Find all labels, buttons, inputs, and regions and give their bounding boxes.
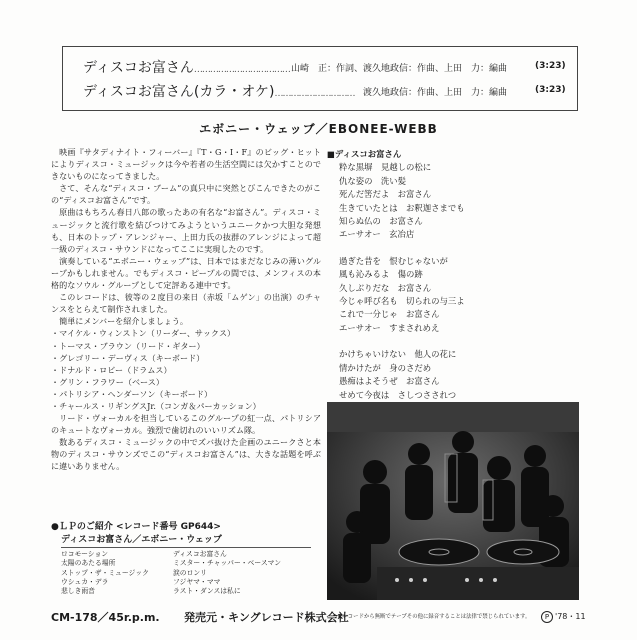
publisher: 発売元・キングレコード株式会社 bbox=[184, 611, 349, 624]
member-item: ・グリン・フラワー（ベース） bbox=[51, 376, 164, 387]
lyric-line: 情かけたが 身のさだめ bbox=[339, 362, 432, 373]
track-1-title: ディスコお富さん bbox=[83, 60, 194, 76]
lp-track: ディスコお富さん bbox=[173, 550, 227, 558]
track-title-box bbox=[62, 46, 578, 111]
lp-track: 悲しき雨音 bbox=[61, 587, 95, 596]
lyric-line: エーサオー 玄冶店 bbox=[339, 229, 415, 240]
liner-paragraph: 映画『サタディナイト・フィーバー』『T・G・I・F』のビッグ・ヒットによりディスコ・ミュージックは今や若者の生活空間には欠かすことのできないものになってきました。 bbox=[51, 147, 321, 182]
track-1-title-line bbox=[83, 57, 290, 77]
lp-track: ロコモーション bbox=[61, 550, 109, 558]
track-1-time: (3:23) bbox=[535, 61, 566, 71]
lyrics-title: ■ディスコお富さん bbox=[327, 149, 402, 159]
member-list bbox=[51, 327, 321, 412]
footer bbox=[51, 607, 591, 625]
lp-subheading: ディスコお富さん／エボニー・ウェッブ bbox=[61, 535, 222, 545]
track-1-credit: 山崎 正：作詞、渡久地政信：作曲、上田 力：編曲 bbox=[291, 64, 508, 74]
lp-track: 太陽のあたる場所 bbox=[61, 559, 116, 568]
phonogram-p-icon: P bbox=[541, 611, 553, 623]
member-item: ・トーマス・ブラウン（リード・ギター） bbox=[51, 340, 205, 351]
lyric-line: 粋な黒塀 見越しの松に bbox=[339, 162, 432, 173]
lp-track: ウシュカ・デラ bbox=[61, 577, 109, 586]
leader-dots: ………………………… bbox=[274, 89, 355, 99]
lyric-line: 仇な姿の 洗い髪 bbox=[339, 175, 406, 186]
track-2-credit: 渡久地政信：作曲、上田 力：編曲 bbox=[363, 88, 508, 98]
copyright-warning: ★レコードから無断でテープその他に録音することは法律で禁じられています。 bbox=[337, 614, 531, 620]
track-2-title-line bbox=[83, 81, 355, 101]
lp-track: 涙のロンリ bbox=[173, 568, 207, 577]
lyric-line: これで一分じゃ お富さん bbox=[339, 309, 440, 320]
lyric-line: 久しぶりだな お富さん bbox=[339, 282, 432, 293]
lyric-line: 知らぬ仏の お富さん bbox=[339, 216, 423, 227]
lp-track: ストップ・ザ・ミュージック bbox=[61, 568, 149, 577]
liner-paragraph: 演奏している“エボニー・ウェッブ”は、日本ではまだなじみの薄いグループかもしれません。でもディスコ・ピープルの間では、メンフィスの本格的なソウル・グループとして定評ある連中です。 bbox=[51, 255, 321, 291]
lp-track: ミスター・チャッパー・ベースマン bbox=[173, 559, 282, 568]
lp-heading: ●ＬＰのご紹介 <レコード番号 GP644> bbox=[51, 522, 221, 532]
member-item: ・パトリシア・ヘンダーソン（キーボード） bbox=[51, 388, 213, 399]
lyric-line: 愚痴はよそうぜ お富さん bbox=[339, 376, 440, 387]
liner-paragraph: リード・ヴォーカルを担当しているこのグループの紅一点、パトリシアのキュートなヴォーカル。強烈で歯切れのいいリズム隊。 bbox=[51, 413, 321, 436]
liner-notes bbox=[51, 146, 321, 473]
lp-introduction bbox=[51, 519, 321, 596]
phonogram-date bbox=[541, 611, 586, 623]
lyric-line: 風も沁みるよ 傷の跡 bbox=[339, 269, 423, 280]
member-item: ・マイケル・ウィンストン（リーダー、サックス） bbox=[51, 328, 236, 339]
catalog-number: CM-178／45r.p.m. bbox=[51, 611, 160, 624]
band-photo bbox=[327, 402, 579, 600]
liner-paragraph: 数あるディスコ・ミュージックの中でズバ抜けた企画のユニークさと本物のディスコ・サウンズでこの“ディスコお富さん”は、大きな話題を呼ぶに違いありません。 bbox=[51, 437, 321, 472]
liner-paragraph: 簡単にメンバーを紹介しましょう。 bbox=[59, 316, 189, 327]
member-item: ・グレゴリー・デーヴィス（キーボード） bbox=[51, 352, 205, 363]
lyric-line: かけちゃいけない 他人の花に bbox=[339, 349, 457, 360]
track-2-title: ディスコお富さん(カラ・オケ) bbox=[83, 84, 275, 100]
lyric-line: 死んだ筈だよ お富さん bbox=[339, 189, 432, 200]
liner-paragraph: さて、そんな“ディスコ・ブーム”の真只中に突然とびこんできたのがこの“ディスコお富さん”です。 bbox=[51, 183, 321, 206]
lyric-line: せめて今夜は さしつさされつ bbox=[339, 389, 457, 400]
liner-paragraph: このレコードは、彼等の２度目の来日（赤坂「ムゲン」の出演）のチャンスをとらえて制作されました。 bbox=[51, 292, 321, 315]
lp-track: ラスト・ダンスは私に bbox=[173, 587, 241, 596]
track-2-time: (3:23) bbox=[535, 85, 566, 95]
lp-track-list bbox=[61, 550, 321, 596]
lyric-line: 過ぎた昔を 恨むじゃないが bbox=[339, 255, 448, 266]
release-date: '78・11 bbox=[555, 612, 586, 621]
divider bbox=[61, 547, 311, 548]
lp-track: フジヤマ・ママ bbox=[173, 577, 221, 586]
lyric-line: 生きていたとは お釈迦さまでも bbox=[339, 202, 465, 213]
liner-paragraph: 原曲はもちろん春日八郎の歌ったあの有名な“お富さん”。ディスコ・ミュージックと流行歌を結びつけてみようというユニークかつ大胆な発想も、日本のトップ・アレンジャー、上田力氏の抜群のアレンジによって超一級のディスコ・サウンドになってここに実現したのです。 bbox=[51, 207, 321, 254]
lyrics-stanza-2 bbox=[339, 255, 587, 335]
leader-dots: ……………………………… bbox=[193, 65, 290, 75]
lyric-line: 今じゃ呼び名も 切られの与三よ bbox=[339, 296, 465, 307]
member-item: ・ドナルド・ロビー（ドラムス） bbox=[51, 364, 172, 375]
artist-name: エボニー・ウェッブ／EBONEE-WEBB bbox=[199, 122, 438, 136]
band-photo-illustration bbox=[327, 402, 579, 600]
lyric-line: エーサオー すまされめえ bbox=[339, 322, 440, 333]
member-item: ・チャールス・リギングスJr.（コンガ＆パーカッション） bbox=[51, 400, 261, 411]
lyrics-block bbox=[327, 148, 587, 429]
lyrics-stanza-1 bbox=[339, 161, 587, 241]
